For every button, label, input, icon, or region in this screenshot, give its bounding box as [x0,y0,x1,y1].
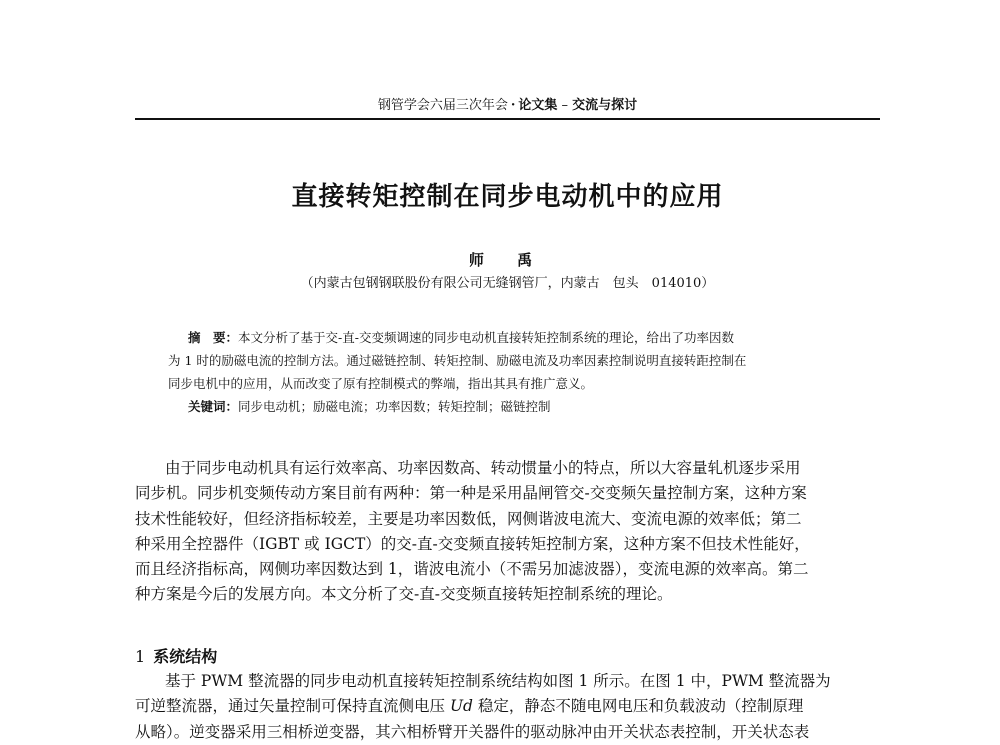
abstract-line-3: 同步电机中的应用，从而改变了原有控制模式的弊端，指出其具有推广意义。 [168,376,594,391]
header-topic: 交流与探讨 [572,98,638,113]
abstract-label: 摘 要： [188,330,239,345]
intro-line: 而且经济指标高，网侧功率因数达到 1，谐波电流小（不需另加滤波器），变流电源的效率高。第二 [135,560,809,579]
header-separator: · [510,98,516,113]
section1-line-3: 从略）。逆变器采用三相桥逆变器，其六相桥臂开关器件的驱动脉冲由开关状态表控制，开关状态表 [135,722,810,741]
section1-line-1: 基于 PWM 整流器的同步电动机直接转矩控制系统结构如图 1 所示。在图 1 中，PWM 整流器为 [165,672,831,690]
header-rule [135,118,880,120]
section1-line-2-b: 稳定，静态不随电网电压和负载波动（控制原理 [472,697,804,716]
author-affiliation: （内蒙古包钢钢联股份有限公司无缝钢管厂，内蒙古 包头 014010） [300,276,715,291]
section1-line-2-a: 可逆整流器，通过矢量控制可保持直流侧电压 [135,697,450,716]
section-title: 系统结构 [153,647,218,666]
keywords-text: 同步电动机；励磁电流；功率因数；转矩控制；磁链控制 [238,399,551,414]
abstract-line-2: 为 1 时的励磁电流的控制方法。通过磁链控制、转矩控制、励磁电流及功率因素控制说明直接转距控制在 [168,353,747,368]
running-header [135,98,880,114]
section1-line-2 [135,694,880,719]
keywords-line [168,395,848,418]
abstract-block [168,326,848,418]
intro-line: 由于同步电动机具有运行效率高、功率因数高、转动惯量小的特点，所以大容量轧机逐步采用 [165,459,801,477]
intro-line: 种方案是今后的发展方向。本文分析了交-直-交变频直接转矩控制系统的理论。 [135,585,673,604]
collection-name: 论文集 [518,98,558,113]
intro-paragraph [135,456,880,608]
conference-name: 钢管学会六届三次年会 [377,98,508,113]
abstract-text-1: 本文分析了基于交-直-交变频调速的同步电动机直接转矩控制系统的理论，给出了功率因数 [238,330,734,345]
section-heading [135,646,217,668]
ud-variable: Ud [449,697,473,716]
section1-paragraph [135,669,880,745]
intro-line: 种采用全控器件（IGBT 或 IGCT）的交-直-交变频直接转矩控制方案，这种方案不但技术性能好， [135,534,810,553]
abstract-line-1 [168,326,848,349]
intro-line: 同步机。同步机变频传动方案目前有两种：第一种是采用晶闸管交-交变频矢量控制方案，这种方案 [135,484,807,503]
paper-title: 直接转矩控制在同步电动机中的应用 [291,182,724,212]
author-name: 师 禹 [468,251,547,269]
section-number: 1 [135,647,146,666]
intro-line: 技术性能较好，但经济指标较差，主要是功率因数低，网侧谐波电流大、变流电源的效率低；第二 [135,509,802,528]
keywords-label: 关键词： [188,399,239,414]
header-dash: – [561,98,569,113]
